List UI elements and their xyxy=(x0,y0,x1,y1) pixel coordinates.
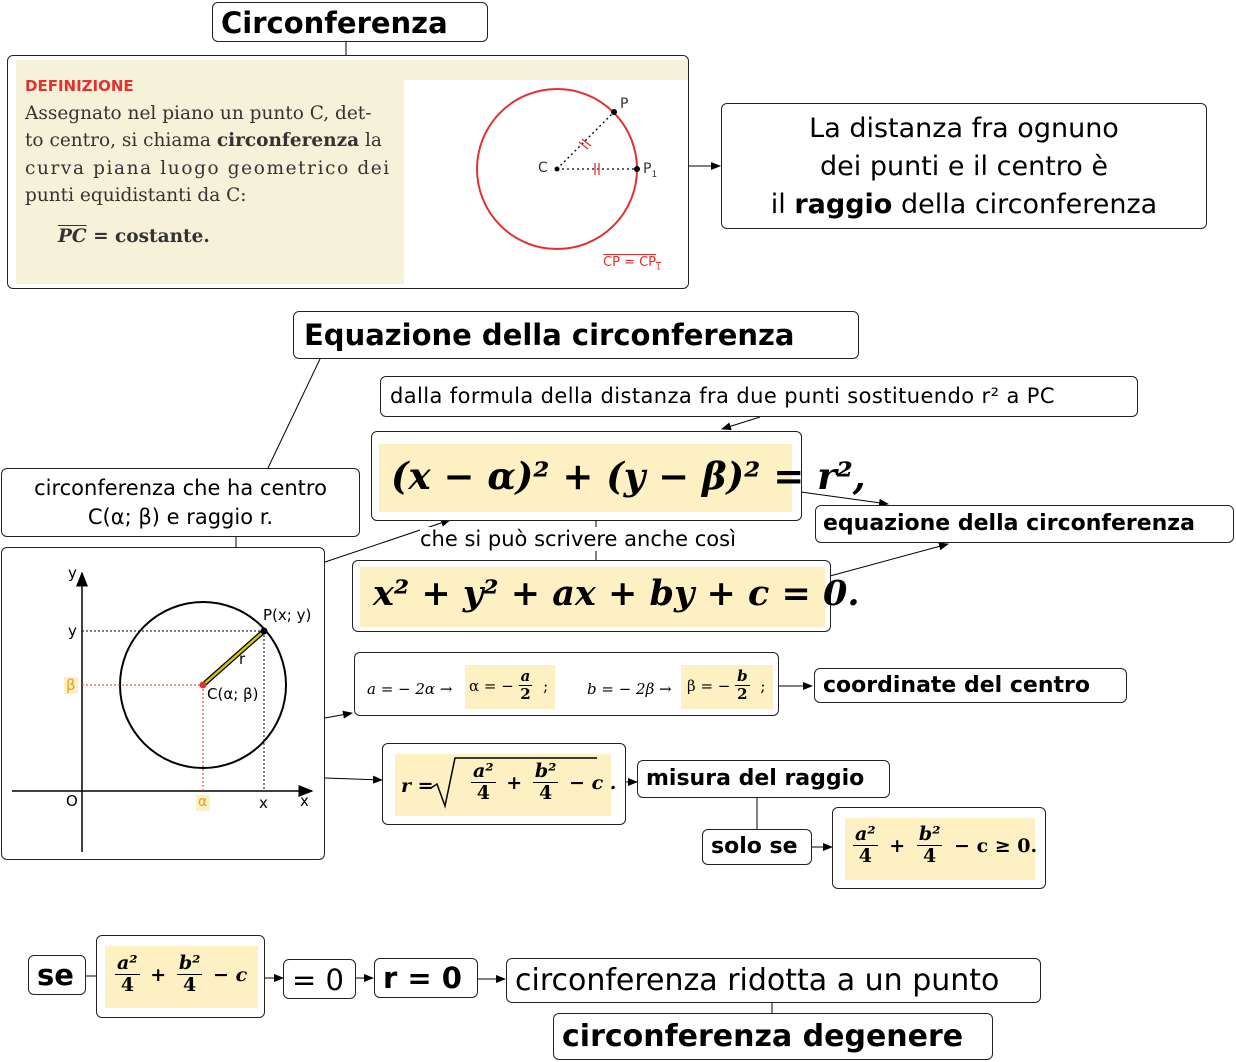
equazione-title-box xyxy=(293,311,859,359)
beta-fraction xyxy=(735,669,750,702)
cond-tail: − c ≥ 0. xyxy=(954,834,1038,857)
eq-label: equazione della circonferenza xyxy=(823,511,1195,536)
se-den-b: 4 xyxy=(183,974,197,996)
b-equation: b = − 2β → xyxy=(587,680,672,698)
degenere-box xyxy=(553,1013,993,1060)
definizione-line2-c: la xyxy=(359,130,382,151)
definizione-header: DEFINIZIONE xyxy=(25,77,134,95)
definizione-line4: punti equidistanti da C: xyxy=(25,185,247,206)
x-axis-label: x xyxy=(300,792,309,810)
alpha-num: a xyxy=(520,667,531,685)
se-den-a: 4 xyxy=(120,974,134,996)
alpha-den: 2 xyxy=(520,685,531,703)
center-point xyxy=(200,682,207,689)
raggio-line3-c: della circonferenza xyxy=(892,189,1158,220)
raggio-frac-a xyxy=(471,762,496,803)
label-p1-main: P xyxy=(643,161,652,177)
eq2-box xyxy=(352,560,860,632)
equality-cp-cp1 xyxy=(603,255,661,272)
raggio-label: misura del raggio xyxy=(646,766,865,791)
raggio-line1: La distanza fra ognuno xyxy=(809,113,1119,144)
beta-formula: β = − $\frac{b}{2}$ ; xyxy=(687,667,766,703)
graph-box xyxy=(1,547,325,860)
solo-se-box xyxy=(702,829,812,865)
eq2-formula: x² + y² + ax + by + c = 0. xyxy=(373,573,860,614)
r-zero-box xyxy=(374,958,478,998)
point-p1 xyxy=(634,166,640,172)
y-tick-label: y xyxy=(68,622,77,640)
beta-tick-label: β xyxy=(66,676,76,694)
circonferenza-title: Circonferenza xyxy=(221,6,448,40)
cond-frac-a xyxy=(853,825,878,866)
raggio-line2: dei punti e il centro è xyxy=(819,151,1109,182)
raggio-line3 xyxy=(722,186,1206,224)
r-zero-label: r = 0 xyxy=(383,961,462,995)
label-c: C xyxy=(538,160,548,176)
condition-formula: $\frac{\text{a²}}{4}$ + $\frac{\text{b²}}{4}$ − c ≥ 0. xyxy=(855,823,1038,867)
centro-note-line2: C(α; β) e raggio r. xyxy=(87,505,274,529)
raggio-b2: b² xyxy=(534,760,557,782)
raggio-den-b: 4 xyxy=(539,782,553,804)
x-tick-label: x xyxy=(259,794,268,812)
beta-lhs: β = − xyxy=(687,676,731,695)
se-expression: $\frac{\text{a²}}{4}$ + $\frac{\text{b²}}{4}$ − c xyxy=(117,952,248,996)
a-equation: a = − 2α → xyxy=(367,680,453,698)
cond-frac-b xyxy=(917,825,943,866)
definizione-line2-a: to centro, si chiama xyxy=(25,130,217,151)
centro-note-line1: circonferenza che ha centro xyxy=(34,476,327,500)
cond-b2: b² xyxy=(918,823,941,845)
definizione-formula-pc: $\overline{PC}$ xyxy=(58,226,87,247)
se-b2: b² xyxy=(178,952,201,974)
definizione-line3: curva piana luogo geometrico dei xyxy=(25,158,391,179)
beta-num: b xyxy=(737,667,748,685)
point-p xyxy=(611,109,617,115)
origin-label: O xyxy=(66,792,78,810)
raggio-a2: a² xyxy=(473,760,494,782)
coord-label: coordinate del centro xyxy=(823,673,1090,698)
condition-box xyxy=(832,807,1046,889)
eq-zero-box xyxy=(283,959,356,999)
label-p1-sub: 1 xyxy=(651,169,658,180)
definizione-formula-rest: = costante. xyxy=(86,226,210,247)
raggio-label-box xyxy=(637,760,890,798)
equazione-title: Equazione della circonferenza xyxy=(304,318,795,352)
eq-zero-label: = 0 xyxy=(292,963,344,997)
coord-formulas-box xyxy=(354,652,779,716)
label-p: P xyxy=(620,96,629,112)
raggio-line3-a: il xyxy=(770,189,795,220)
point-p-label: P(x; y) xyxy=(263,606,312,624)
definizione-line2-bold: circonferenza xyxy=(216,130,360,151)
se-label: se xyxy=(37,958,74,992)
center-label: C(α; β) xyxy=(207,685,259,703)
raggio-minus-c: − c . xyxy=(569,771,617,794)
anche-cosi-text: che si può scrivere anche così xyxy=(420,527,736,551)
definizione-box xyxy=(7,55,689,289)
solo-se-label: solo se xyxy=(711,834,798,859)
equality-main: CP = CP xyxy=(603,255,656,270)
alpha-fraction xyxy=(519,669,533,702)
raggio-den-a: 4 xyxy=(476,782,490,804)
ridotta-label: circonferenza ridotta a un punto xyxy=(515,963,1000,998)
segment-cp xyxy=(557,112,614,169)
se-box xyxy=(28,955,86,995)
se-tail: − c xyxy=(213,963,248,986)
se-a2: a² xyxy=(117,952,138,974)
se-frac-a xyxy=(115,954,140,995)
formula-note: dalla formula della distanza fra due punti sostituendo r² a PC xyxy=(390,384,1055,408)
raggio-frac-b xyxy=(533,762,559,803)
label-p1 xyxy=(643,161,657,180)
raggio-line3-bold: raggio xyxy=(794,189,893,220)
cond-den-a: 4 xyxy=(858,845,872,867)
circonferenza-title-box xyxy=(212,2,488,42)
definizione-circle-figure xyxy=(8,56,689,289)
alpha-lhs: α = − xyxy=(469,676,514,695)
raggio-formula-box xyxy=(382,743,626,825)
degenere-label: circonferenza degenere xyxy=(562,1019,964,1054)
se-expression-box xyxy=(96,935,265,1018)
raggio-expr: $\frac{\text{a²}}{4}$ + $\frac{\text{b²}}{4}$ − c . xyxy=(473,760,617,804)
ridotta-box xyxy=(506,958,1041,1003)
centro-note-box xyxy=(1,468,360,537)
alpha-formula: α = − $\frac{a}{2}$ ; xyxy=(469,667,549,703)
eq1-formula: (x − α)² + (y − β)² = r², xyxy=(391,454,866,498)
point-p-graph xyxy=(261,628,268,635)
definizione-line1: Assegnato nel piano un punto C, det- xyxy=(25,103,372,124)
equality-sub: 1 xyxy=(656,262,662,272)
graph-figure xyxy=(2,548,325,860)
se-frac-b xyxy=(177,954,203,995)
alpha-tick-label: α xyxy=(198,794,208,810)
raggio-explanation-box xyxy=(721,103,1207,229)
radius-segment xyxy=(203,631,264,685)
cond-den-b: 4 xyxy=(923,845,937,867)
eq1-box xyxy=(371,431,866,521)
eq-label-box xyxy=(815,505,1234,543)
y-axis-label: y xyxy=(68,564,77,582)
cond-a2: a² xyxy=(855,823,876,845)
raggio-r: r = xyxy=(401,775,434,797)
coord-label-box xyxy=(814,668,1127,703)
formula-note-box xyxy=(380,376,1138,417)
beta-den: 2 xyxy=(737,685,748,703)
radius-label: r xyxy=(239,650,246,668)
